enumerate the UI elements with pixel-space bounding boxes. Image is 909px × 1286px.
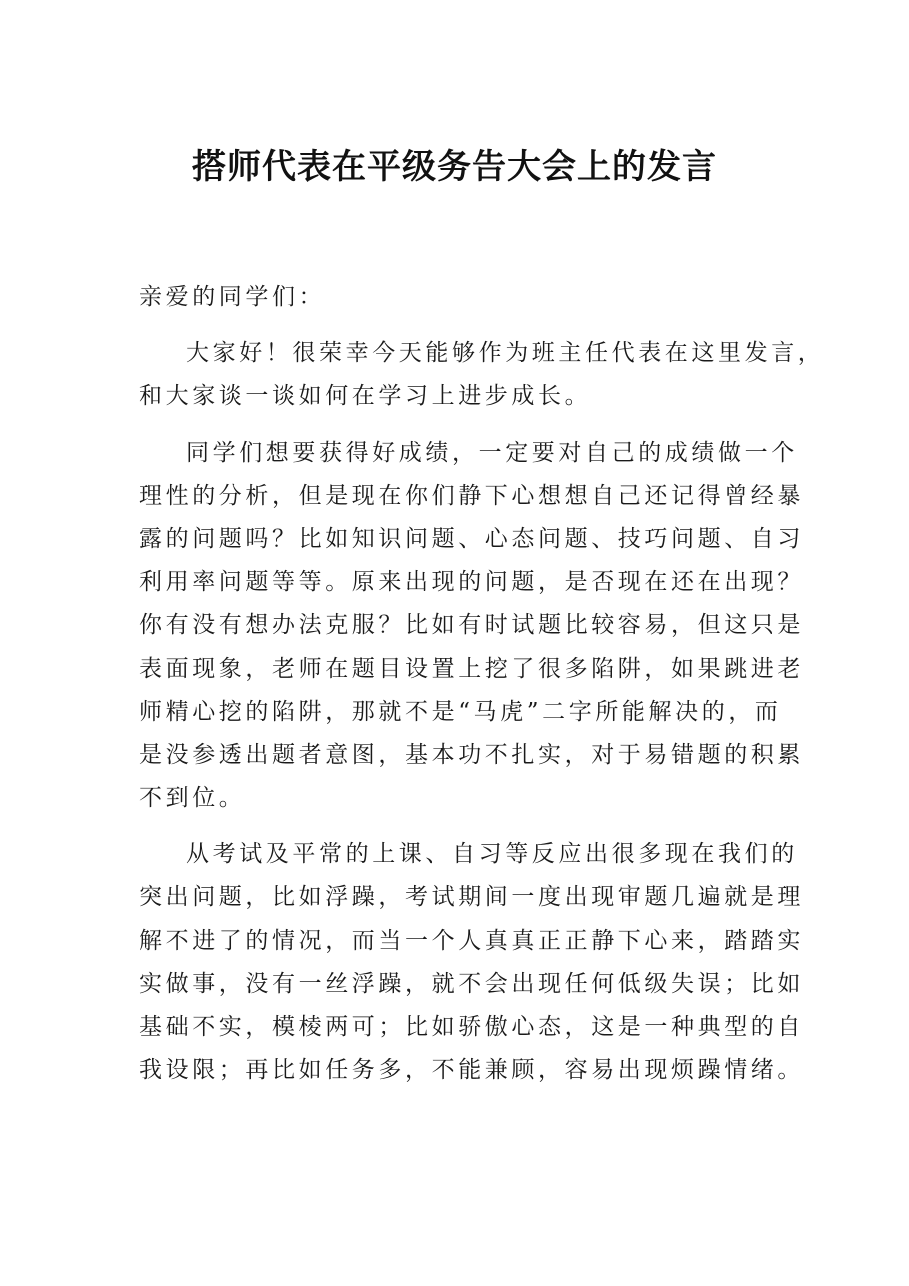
paragraph-line: 理性的分析，但是现在你们静下心想想自己还记得曾经暴 — [139, 482, 804, 509]
document-body — [139, 276, 825, 1092]
paragraph-line: 露的问题吗？比如知识问题、心态问题、技巧问题、自习 — [139, 525, 804, 552]
paragraph-gap — [139, 419, 779, 432]
paragraph-line: 从考试及平常的上课、自习等反应出很多现在我们的 — [186, 841, 798, 868]
paragraph-line: 不到位。 — [139, 785, 246, 812]
paragraph-line: 解不进了的情况，而当一个人真真正正静下心来，踏踏实 — [139, 927, 804, 954]
paragraph-line: 你有没有想办法克服？比如有时试题比较容易，但这只是 — [139, 612, 804, 639]
paragraph — [139, 332, 825, 418]
salutation: 亲爱的同学们： — [139, 284, 326, 310]
document-title: 搭师代表在平级务告大会上的发言 — [192, 147, 717, 187]
paragraph-line: 大家好！很荣幸今天能够作为班主任代表在这里发言， — [186, 340, 825, 367]
paragraph-line: 利用率问题等等。原来出现的问题，是否现在还在出现？ — [139, 569, 804, 596]
paragraph-line: 是没参透出题者意图，基本功不扎实，对于易错题的积累 — [139, 741, 804, 768]
paragraph-line: 我设限；再比如任务多，不能兼顾，容易出现烦躁情绪。 — [139, 1057, 804, 1084]
paragraph-line: 表面现象，老师在题目设置上挖了很多陷阱，如果跳进老 — [139, 655, 804, 682]
paragraph-line: 突出问题，比如浮躁，考试期间一度出现审题几遍就是理 — [139, 884, 804, 911]
paragraph-line: 基础不实，模棱两可；比如骄傲心态，这是一种典型的自 — [139, 1014, 804, 1040]
paragraph — [139, 833, 804, 1092]
paragraph-gap — [139, 820, 779, 833]
paragraph — [139, 432, 804, 821]
paragraph-line: 同学们想要获得好成绩，一定要对自己的成绩做一个 — [186, 439, 798, 466]
paragraph-gap — [139, 319, 779, 332]
paragraph-line: 实做事，没有一丝浮躁，就不会出现任何低级失误；比如 — [139, 970, 804, 997]
paragraph-line: 师精心挖的陷阱，那就不是“马虎”二字所能解决的，而 — [139, 698, 782, 725]
paragraph-line: 和大家谈一谈如何在学习上进步成长。 — [139, 383, 592, 410]
